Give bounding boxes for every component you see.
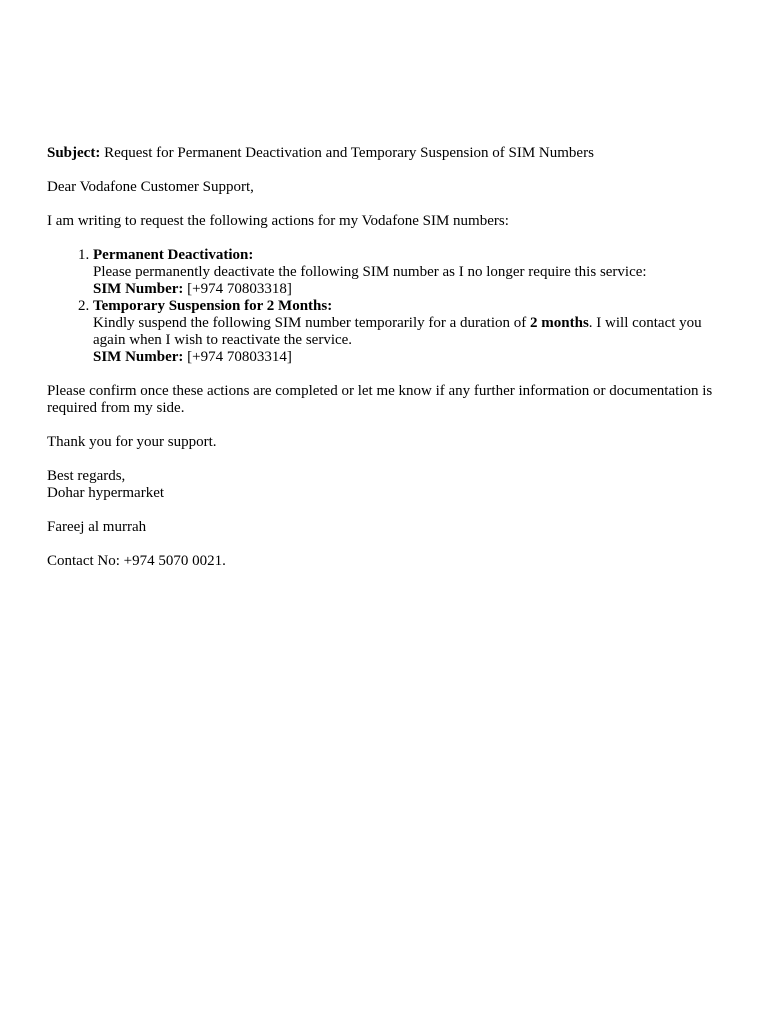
intro-paragraph: I am writing to request the following actions for my Vodafone SIM numbers: <box>47 213 509 229</box>
contact-line: Contact No: +974 5070 0021. <box>47 553 226 569</box>
thanks-line: Thank you for your support. <box>47 434 217 450</box>
subject-text: Request for Permanent Deactivation and Temporary Suspension of SIM Numbers <box>100 145 594 161</box>
item-description-start: Kindly suspend the following SIM number temporarily for a duration of <box>93 315 531 331</box>
item-duration: 2 months <box>530 315 589 331</box>
item-description: Please permanently deactivate the following SIM number as I no longer require this service: <box>93 264 647 280</box>
letter-body <box>47 145 727 570</box>
list-item <box>93 298 727 366</box>
sim-label: SIM Number: <box>93 281 184 297</box>
sim-value: [+974 70803314] <box>183 349 292 365</box>
request-list <box>47 247 727 366</box>
item-heading: Temporary Suspension for 2 Months: <box>93 298 333 314</box>
sim-label: SIM Number: <box>93 349 184 365</box>
sim-value: [+974 70803318] <box>183 281 292 297</box>
item-description-end: . I will contact you again when I wish to reactivate the service. <box>93 315 702 348</box>
item-heading: Permanent Deactivation: <box>93 247 254 263</box>
greeting: Dear Vodafone Customer Support, <box>47 179 254 195</box>
regards-line: Best regards, <box>47 468 126 484</box>
subject-line <box>47 145 727 162</box>
signer-name: Fareej al murrah <box>47 519 147 535</box>
list-item <box>93 247 727 298</box>
company-name: Dohar hypermarket <box>47 485 165 501</box>
subject-label: Subject: <box>47 145 101 161</box>
confirm-paragraph: Please confirm once these actions are completed or let me know if any further information or documentation is required from my side. <box>47 383 713 416</box>
